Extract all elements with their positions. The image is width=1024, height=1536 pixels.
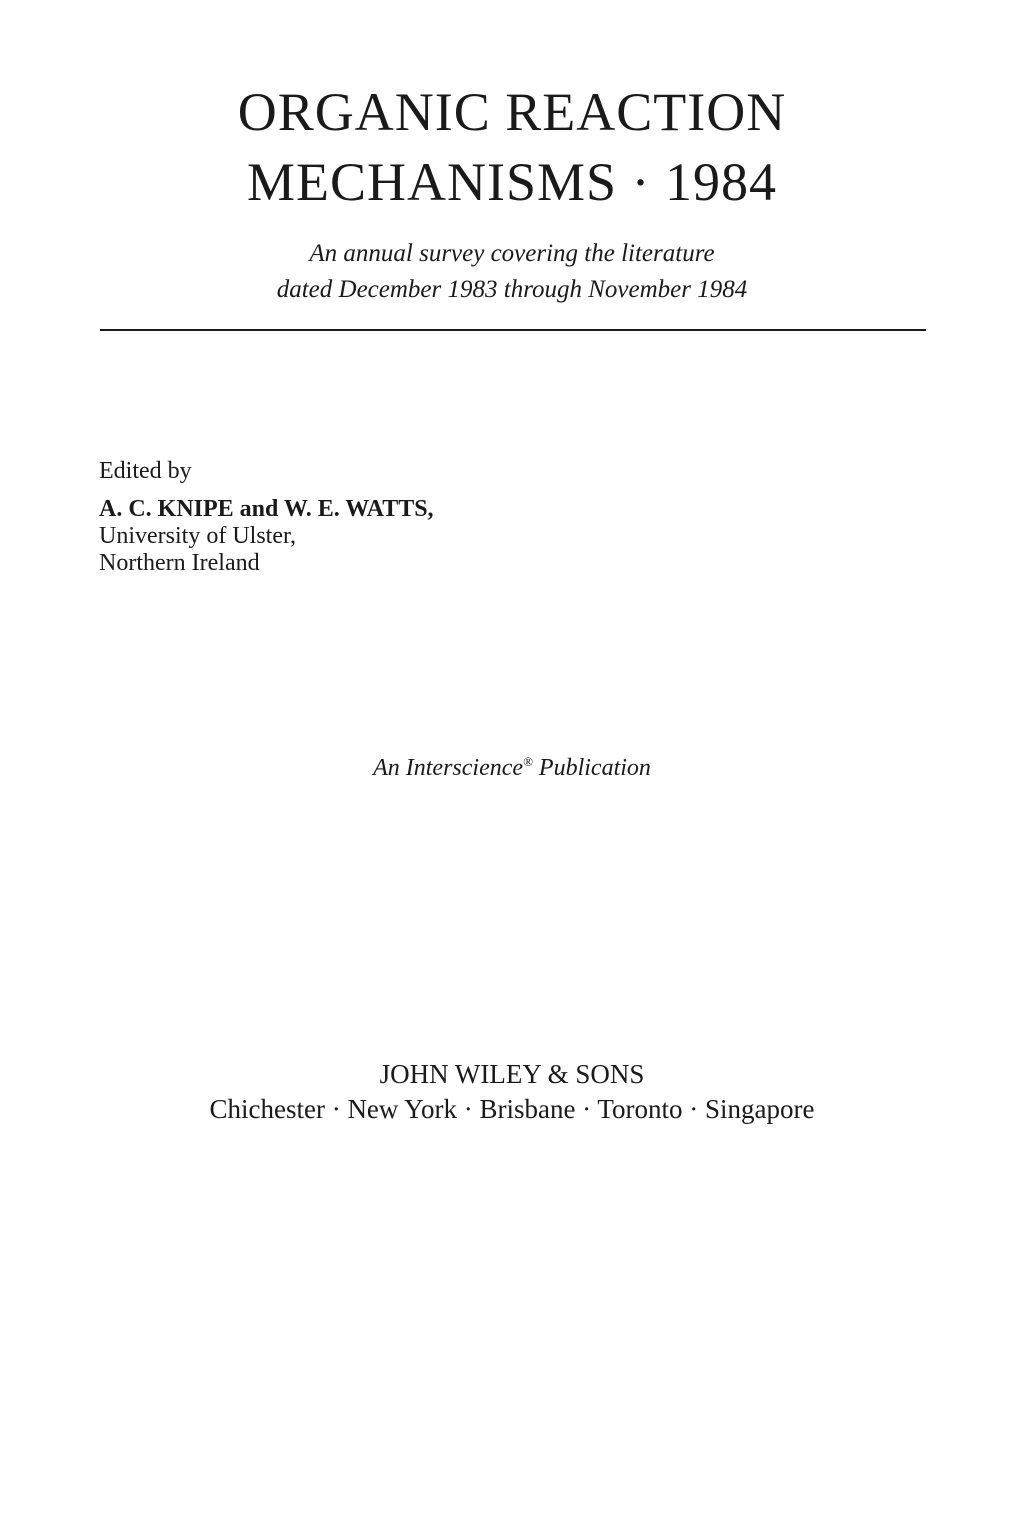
publisher-name: JOHN WILEY & SONS: [379, 1059, 645, 1089]
publisher-cities: Chichester · New York · Brisbane · Toronto · Singapore: [209, 1094, 815, 1124]
registered-mark: ®: [523, 754, 533, 769]
subtitle-line-1: An annual survey covering the literature: [309, 240, 715, 267]
affiliation-line-2: Northern Ireland: [99, 550, 260, 576]
affiliation-line-1: University of Ulster,: [99, 523, 297, 549]
editors-block: [99, 458, 434, 577]
title-line-2: MECHANISMS · 1984: [246, 152, 778, 212]
imprint-text: An Interscience: [373, 755, 524, 781]
subtitle-line-2: dated December 1983 through November 1984: [276, 276, 748, 303]
title-line-1: ORGANIC REACTION: [237, 82, 787, 142]
editor-names: A. C. KNIPE and W. E. WATTS,: [99, 496, 434, 522]
horizontal-rule: [100, 329, 926, 331]
imprint-line: [0, 755, 1024, 780]
imprint-suffix: Publication: [532, 755, 651, 781]
edited-by-label: Edited by: [99, 458, 192, 484]
